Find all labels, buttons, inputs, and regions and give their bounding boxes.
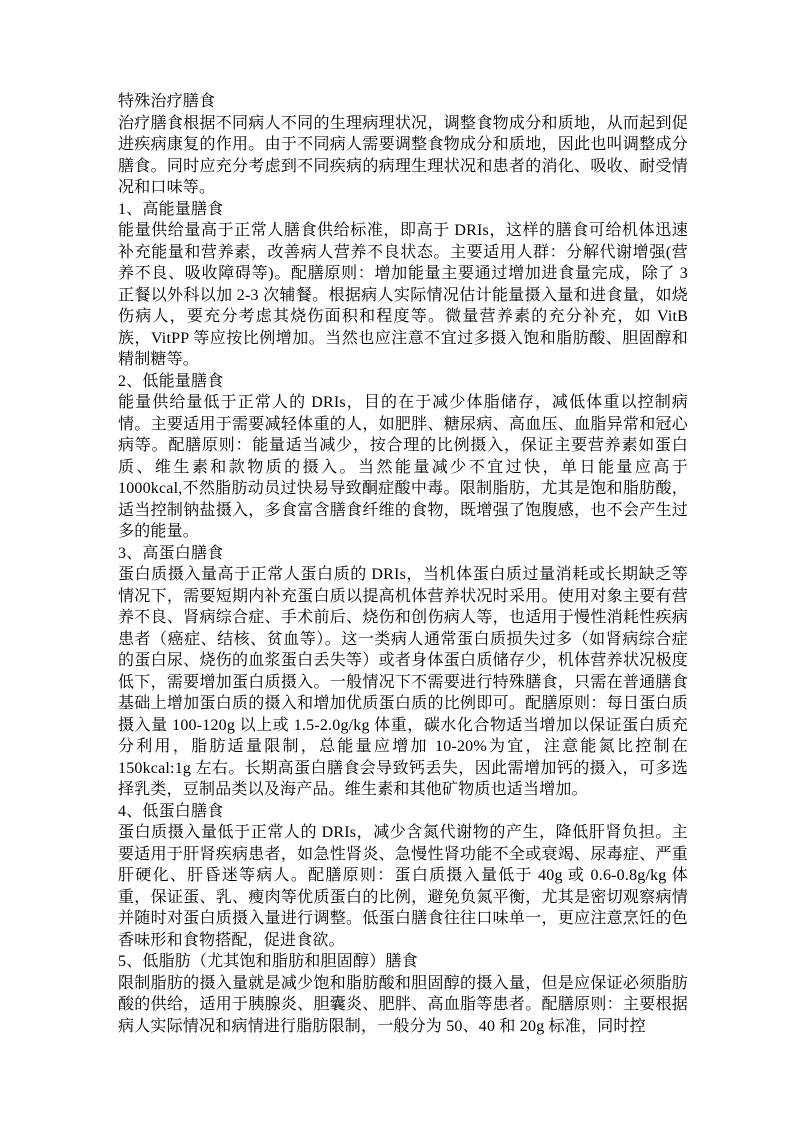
section-1-heading: 1、高能量膳食: [118, 200, 224, 218]
section-1-body: 能量供给量高于正常人膳食供给标准，即高于 DRIs，这样的膳食可给机体迅速补充能量和营养素，改善病人营养不良状态。主要适用人群：分解代谢增强(营养不良、吸收障碍等)。配膳原则：增加能量主要通过增加进食量完成，除了 3 正餐以外科以加 2-3 次辅餐。根据病人实际情况估计能量摄入量和进食量，如烧伤病人，要充分考虑其烧伤面积和程度等。微量营养素的充分补充，如 VitB 族，VitPP 等应按比例增加。当然也应注意不宜过多摄入饱和脂肪酸、胆固醇和精制糖等。: [118, 222, 688, 368]
section-5-body: 限制脂肪的摄入量就是减少饱和脂肪酸和胆固醇的摄入量，但是应保证必须脂肪酸的供给，适用于胰腺炎、胆囊炎、肥胖、高血脂等患者。配膳原则：主要根据病人实际情况和病情进行脂肪限制，一般分为 50、40 和 20g 标准，同时控: [118, 974, 688, 1035]
intro-paragraph: 治疗膳食根据不同病人不同的生理病理状况，调整食物成分和质地，从而起到促进疾病康复的作用。由于不同病人需要调整食物成分和质地，因此也叫调整成分膳食。同时应充分考虑到不同疾病的病理生理状况和患者的消化、吸收、耐受情况和口味等。: [118, 114, 688, 196]
section-4-body: 蛋白质摄入量低于正常人的 DRIs，减少含氮代谢物的产生，降低肝肾负担。主要适用于肝肾疾病患者，如急性肾炎、急慢性肾功能不全或衰竭、尿毒症、严重肝硬化、肝昏迷等病人。配膳原则：蛋白质摄入量低于 40g 或 0.6-0.8g/kg 体重，保证蛋、乳、瘦肉等优质蛋白的比例，避免负氮平衡，尤其是密切观察病情并随时对蛋白质摄入量进行调整。低蛋白膳食往往口味单一，更应注意烹饪的色香味形和食物搭配，促进食欲。: [118, 824, 688, 949]
section-5-heading: 5、低脂肪（尤其饱和脂肪和胆固醇）膳食: [118, 953, 418, 970]
section-3-heading: 3、高蛋白膳食: [118, 544, 224, 562]
document-title: 特殊治疗膳食: [118, 93, 216, 110]
section-4-heading: 4、低蛋白膳食: [118, 802, 224, 820]
section-2-body: 能量供给量低于正常人的 DRIs，目的在于减少体脂储存，减低体重以控制病情。主要适用于需要减轻体重的人，如肥胖、糖尿病、高血压、血脂异常和冠心病等。配膳原则：能量适当减少，按合理的比例摄入，保证主要营养素如蛋白质、维生素和款物质的摄入。当然能量减少不宜过快，单日能量应高于 1000kcal,不然脂肪动员过快易导致酮症酸中毒。限制脂肪，尤其是饱和脂肪酸，适当控制钠盐摄入，多食富含膳食纤维的食物，既增强了饱腹感，也不会产生过多的能量。: [118, 394, 688, 540]
text-content: [118, 91, 688, 1037]
section-3-body: 蛋白质摄入量高于正常人蛋白质的 DRIs，当机体蛋白质过量消耗或长期缺乏等情况下，需要短期内补充蛋白质以提高机体营养状况时采用。使用对象主要有营养不良、肾病综合症、手术前后、烧伤和创伤病人等，也适用于慢性消耗性疾病患者（癌症、结核、贫血等）。这一类病人通常蛋白质损失过多（如肾病综合症的蛋白尿、烧伤的血浆蛋白丢失等）或者身体蛋白质储存少，机体营养状况极度低下，需要增加蛋白质摄入。一般情况下不需要进行特殊膳食，只需在普通膳食基础上增加蛋白质的摄入和增加优质蛋白质的比例即可。配膳原则：每日蛋白质摄入量 100-120g 以上或 1.5-2.0g/kg 体重，碳水化合物适当增加以保证蛋白质充分利用，脂肪适量限制，总能量应增加 10-20%为宜，注意能氮比控制在 150kcal:1g 左右。长期高蛋白膳食会导致钙丢失，因此需增加钙的摄入，可多选择乳类，豆制品类以及海产品。维生素和其他矿物质也适当增加。: [118, 566, 688, 798]
section-2-heading: 2、低能量膳食: [118, 372, 224, 390]
